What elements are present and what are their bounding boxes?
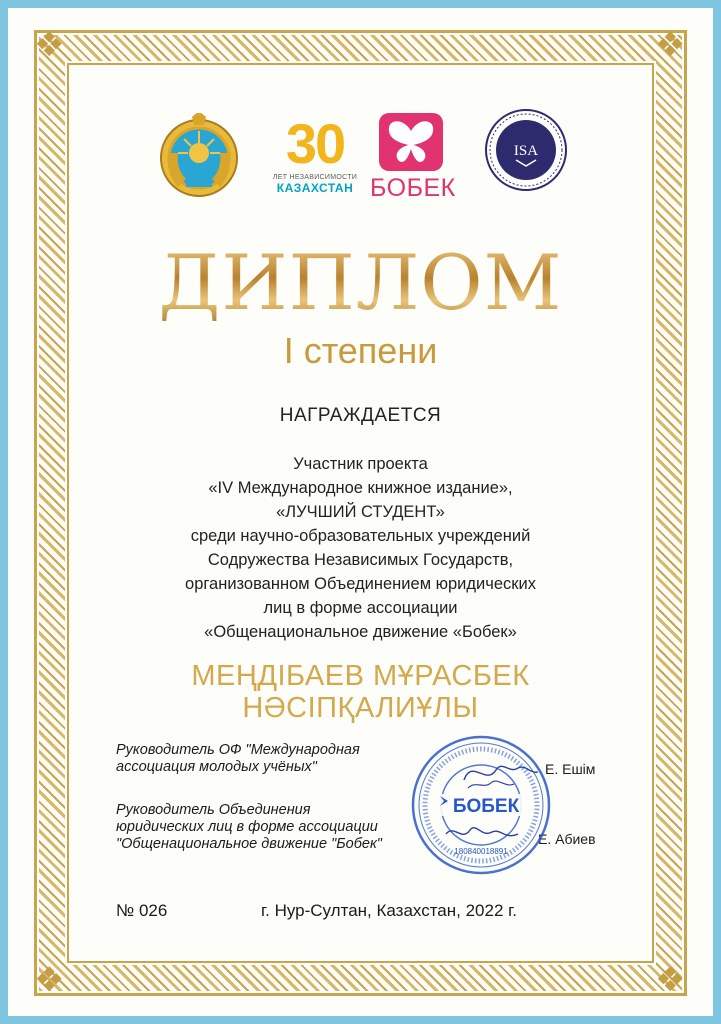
description-line: «Общенациональное движение «Бобек»	[204, 623, 517, 641]
diploma-page	[8, 8, 713, 1016]
bobek-logo	[370, 113, 456, 203]
corner-ornament-icon: ❖	[655, 960, 686, 1000]
description-line: Участник проекта	[293, 455, 428, 473]
diploma-title: ДИПЛОМ	[8, 238, 713, 327]
anniversary-number: 30	[285, 112, 345, 175]
description-line: среди научно-образовательных учреждений	[190, 527, 531, 545]
signatory-title-line: юридических лиц в форме ассоциации	[116, 819, 378, 835]
stamp-number: 180840018891	[454, 847, 508, 856]
signatory-title-line: ассоциация молодых учёных"	[116, 759, 317, 775]
place-and-date: г. Нур-Султан, Казахстан, 2022 г.	[261, 901, 517, 920]
official-stamp	[406, 730, 556, 880]
signatory-name-2: Е. Абиев	[538, 831, 596, 847]
kazakhstan-emblem-icon	[156, 113, 242, 199]
signatory-name-1: Е. Ешім	[545, 761, 596, 777]
anniversary-caption: ЛЕТ НЕЗАВИСИМОСТИ	[272, 174, 358, 181]
signature-scribble	[446, 828, 518, 836]
signatory-title-1	[116, 742, 360, 776]
independence-30-logo	[270, 112, 360, 202]
description-line: организованном Объединением юридических	[185, 575, 536, 593]
award-description	[98, 452, 623, 644]
signatory-title-2	[116, 802, 382, 853]
isa-association-logo	[484, 108, 568, 192]
isa-abbr: ISA	[513, 143, 539, 159]
description-line: лиц в форме ассоциации	[263, 599, 458, 617]
signature-scribble	[468, 781, 514, 788]
awarded-heading: НАГРАЖДАЕТСЯ	[279, 405, 442, 426]
description-line: Содружества Независимых Государств,	[207, 551, 514, 569]
anniversary-country: КАЗАХСТАН	[276, 181, 354, 195]
degree-label: I степени	[283, 330, 438, 371]
butterfly-icon	[379, 113, 443, 171]
recipient-name-line1: МЕҢДІБАЕВ МҰРАСБЕК	[191, 660, 530, 692]
signatory-title-line: "Общенациональное движение "Бобек"	[116, 836, 382, 852]
recipient-name	[8, 660, 713, 724]
description-line: «ЛУЧШИЙ СТУДЕНТ»	[276, 503, 445, 521]
corner-ornament-icon: ❖	[655, 25, 686, 65]
signature-scribble	[464, 766, 538, 780]
bobek-logo-text: БОБЕК	[370, 174, 456, 202]
corner-ornament-icon: ❖	[34, 960, 65, 1000]
diploma-number: № 026	[116, 901, 168, 920]
signatory-title-line: Руководитель Объединения	[116, 802, 311, 818]
recipient-name-line2: НӘСІПҚАЛИҰЛЫ	[242, 692, 479, 724]
corner-ornament-icon: ❖	[34, 25, 65, 65]
signatory-title-line: Руководитель ОФ "Международная	[116, 742, 360, 758]
description-line: «IV Международное книжное издание»,	[208, 479, 513, 497]
stamp-center-text: БОБЕК	[452, 796, 520, 817]
